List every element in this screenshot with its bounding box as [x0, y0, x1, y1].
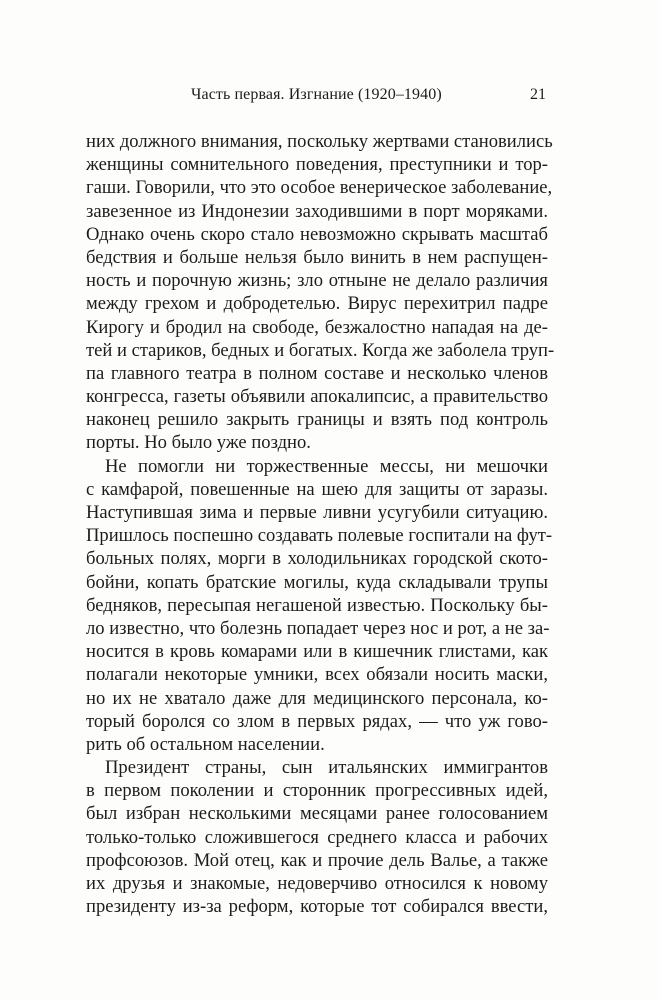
- text-line: Наступившая зима и первые ливни усугубили ситуацию.: [86, 502, 548, 523]
- page-number: 21: [530, 86, 546, 103]
- text-line: Пришлось поспешно создавать полевые госпитали на фут-: [86, 525, 553, 547]
- text-line: был избран несколькими месяцами ранее голосованием: [86, 803, 548, 825]
- paragraph: [86, 455, 553, 756]
- text-line: больных полях, морги в холодильниках городской ското-: [86, 548, 548, 570]
- text-line: профсоюзов. Мой отец, как и прочие дель Валье, а также: [86, 849, 548, 871]
- running-header-title: Часть первая. Изгнание (1920–1940): [191, 86, 442, 103]
- text-line: порты. Но было уже поздно.: [86, 432, 311, 454]
- body-text: [86, 130, 555, 918]
- text-line: в первом поколении и сторонник прогрессивных идей,: [86, 780, 548, 802]
- text-line: торый боролся со злом в первых рядах, — что уж гово-: [86, 710, 548, 732]
- text-line: президенту из-за реформ, которые тот собирался ввести,: [86, 896, 548, 918]
- text-line: носится в кровь комарами или в кишечник глистами, как: [86, 641, 548, 663]
- text-line: между грехом и добродетелью. Вирус перехитрил падре: [86, 293, 548, 315]
- text-line: тей и стариков, бедных и богатых. Когда же заболела труп-: [86, 339, 555, 361]
- text-line: Кирогу и бродил на свободе, безжалостно нападая на де-: [86, 316, 548, 338]
- paragraph: [86, 130, 555, 455]
- text-line: па главного театра в полном составе и несколько членов: [86, 362, 548, 384]
- text-line: но их не хватало даже для медицинского персонала, ко-: [86, 687, 548, 709]
- paragraph: [86, 756, 548, 918]
- text-line: их друзья и знакомые, недоверчиво относился к новому: [86, 873, 548, 894]
- text-line: женщины сомнительного поведения, преступники и тор-: [86, 154, 548, 176]
- text-line: только-только сложившегося среднего класса и рабочих: [86, 826, 548, 848]
- text-line: рить об остальном населении.: [86, 733, 325, 755]
- text-line: гаши. Говорили, что это особое венерическое заболевание,: [86, 177, 553, 199]
- text-line: с камфарой, повешенные на шею для защиты от заразы.: [86, 478, 548, 500]
- text-line: завезенное из Индонезии заходившими в порт моряками.: [86, 200, 548, 222]
- text-line: ность и порочную жизнь; зло отныне не делало различия: [86, 270, 548, 292]
- text-line: Однако очень скоро стало невозможно скрывать масштаб: [86, 223, 548, 245]
- text-line: них должного внимания, поскольку жертвами становились: [86, 131, 553, 152]
- text-line: ло известно, что болезнь попадает через нос и рот, а не за-: [86, 617, 550, 639]
- text-line: бойни, копать братские могилы, куда складывали трупы: [86, 571, 548, 593]
- text-line: бедствия и больше нельзя было винить в нем распущен-: [86, 246, 548, 268]
- text-line: Не помогли ни торжественные мессы, ни мешочки: [105, 455, 548, 477]
- text-line: конгресса, газеты объявили апокалипсис, а правительство: [86, 386, 548, 408]
- text-line: бедняков, пересыпая негашеной известью. Поскольку бы-: [86, 594, 548, 616]
- text-line: полагали некоторые умники, всех обязали носить маски,: [86, 664, 548, 686]
- text-line: Президент страны, сын итальянских иммигрантов: [105, 757, 548, 779]
- text-line: наконец решило закрыть границы и взять под контроль: [86, 409, 548, 431]
